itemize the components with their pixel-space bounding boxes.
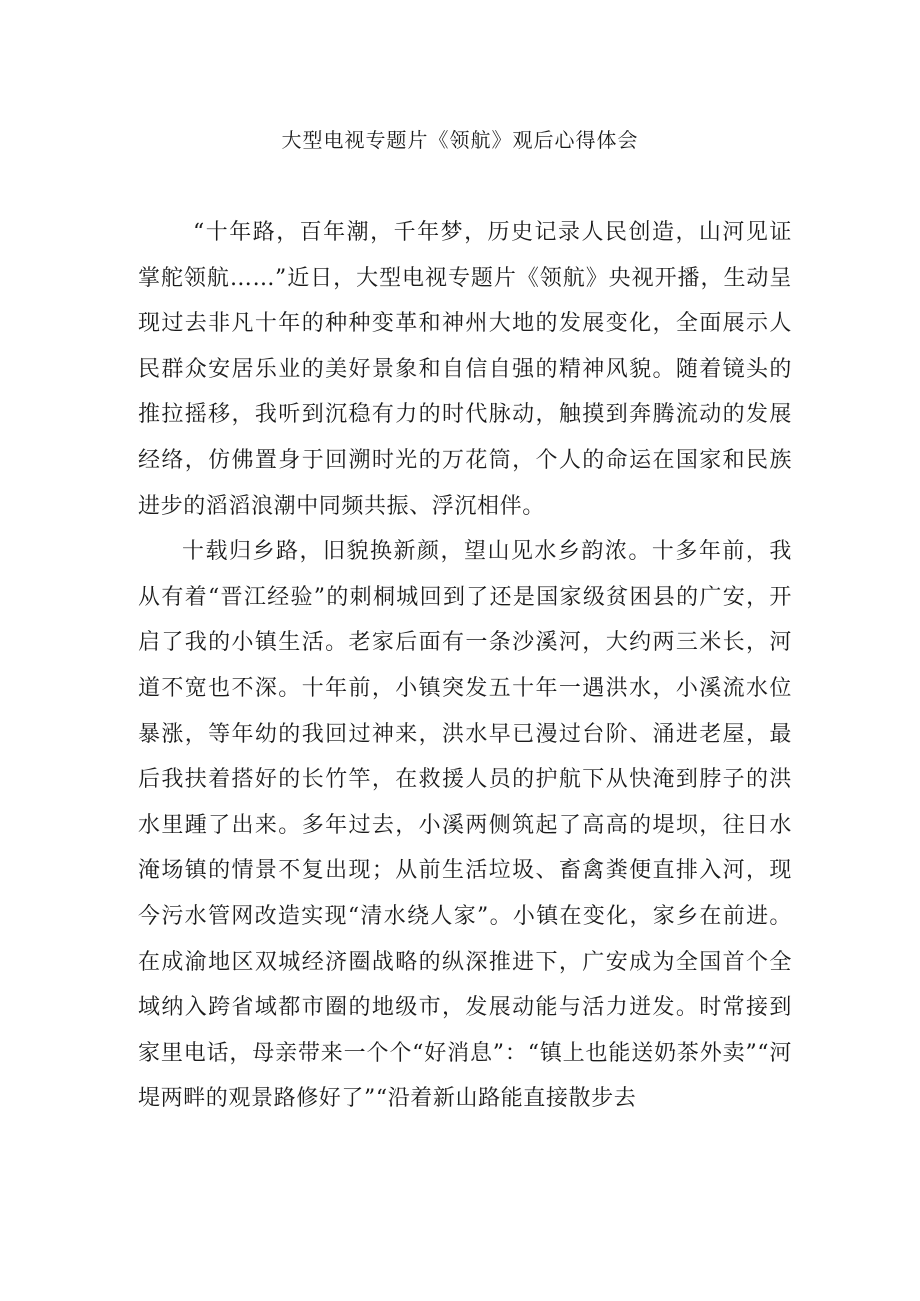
paragraph-hometown: 十载归乡路，旧貌换新颜，望山见水乡韵浓。十多年前，我从有着“晋江经验”的刺桐城回到了还是国家级贫困县的广安，开启了我的小镇生活。老家后面有一条沙溪河，大约两三米长，河道不宽也不深。十年前，小镇突发五十年一遇洪水，小溪流水位暴涨，等年幼的我回过神来，洪水早已漫过台阶、涌进老屋，最后我扶着搭好的长竹竿，在救援人员的护航下从快淹到脖子的洪水里踵了出来。多年过去，小溪两侧筑起了高高的堤坝，往日水淹场镇的情景不复出现；从前生活垃圾、畜禽粪便直排入河，现今污水管网改造实现“清水绕人家”。小镇在变化，家乡在前进。在成渝地区双城经济圈战略的纵深推进下，广安成为全国首个全域纳入跨省域都市圈的地级市，发展动能与活力迸发。时常接到家里电话，母亲带来一个个“好消息”：“镇上也能送奶茶外卖”“河堤两畔的观景路修好了”“沿着新山路能直接散步去 — [138, 539, 792, 1112]
paragraph-intro: “十年路，百年潮，千年梦，历史记录人民创造，山河见证掌舵领航……”近日，大型电视专题片《领航》央视开播，生动呈现过去非凡十年的种种变革和神州大地的发展变化，全面展示人民群众安居乐业的美好景象和自信自强的精神风貌。随着镜头的推拉摇移，我听到沉稳有力的时代脉动，触摸到奔腾流动的发展经络，仿佛置身于回溯时光的万花筒，个人的命运在国家和民族进步的滔滔浪潮中同频共振、浮沉相伴。 — [138, 220, 792, 519]
document-title: 大型电视专题片《领航》观后心得体会 — [281, 128, 639, 152]
document-body — [138, 210, 792, 1122]
